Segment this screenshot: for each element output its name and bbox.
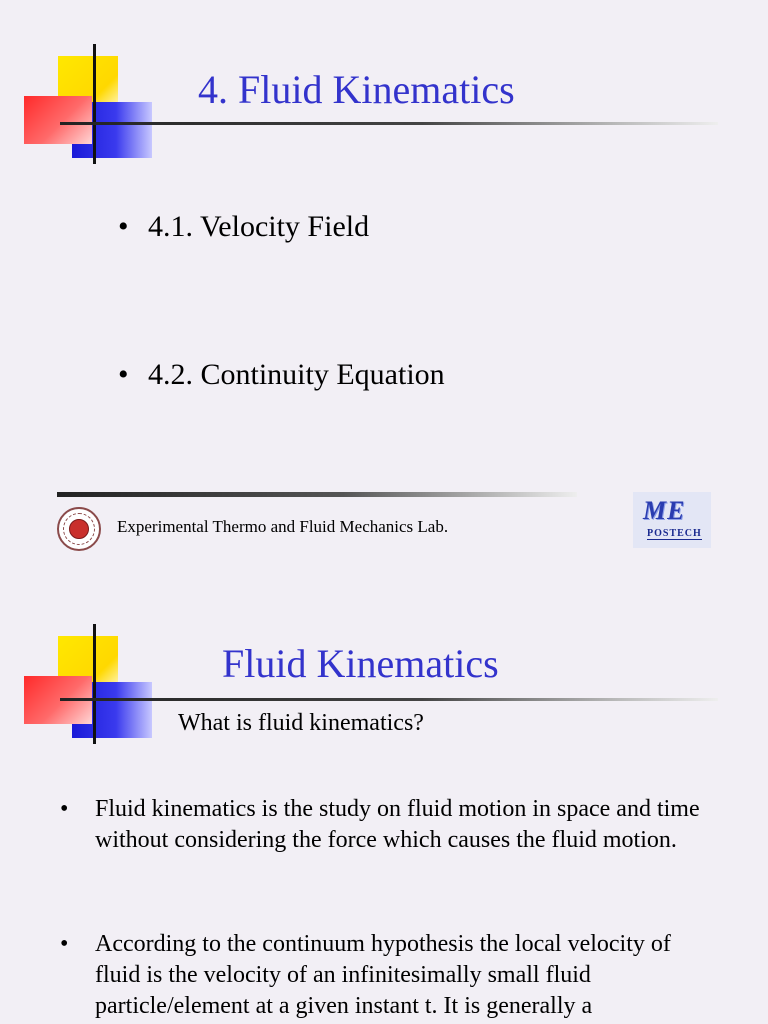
list-item-label: 4.2. Continuity Equation: [148, 358, 445, 391]
decoration-vertical-line: [93, 624, 96, 744]
title-rule: [60, 698, 718, 701]
logo-text: ME: [643, 496, 686, 525]
list-item: [118, 210, 369, 244]
list-item-label: 4.1. Velocity Field: [148, 210, 370, 243]
me-postech-logo: [633, 492, 711, 548]
paragraph-text: Fluid kinematics is the study on fluid motion in space and time without considering the force which causes the fluid motion.: [95, 796, 700, 853]
bullet-symbol: •: [118, 358, 129, 391]
footer-rule: [57, 492, 577, 497]
decoration-red-square: [24, 96, 92, 144]
title-rule: [60, 122, 718, 125]
list-item: [60, 929, 710, 1022]
slide-decoration: [22, 620, 162, 750]
list-item: [60, 794, 710, 856]
slide-decoration: [22, 40, 162, 170]
paragraph-text: According to the continuum hypothesis the local velocity of fluid is the velocity of an infinitesimally small fluid particle/element at a given instant t. It is generally a: [95, 931, 671, 1019]
bullet-symbol: •: [60, 931, 69, 957]
decoration-vertical-line: [93, 44, 96, 164]
slide-title: 4. Fluid Kinematics: [198, 67, 515, 112]
lab-name: Experimental Thermo and Fluid Mechanics Lab.: [117, 517, 449, 536]
logo-subtext: POSTECH: [647, 528, 702, 539]
university-seal-icon: [57, 507, 101, 551]
slide-subtitle: What is fluid kinematics?: [178, 710, 424, 736]
slide-title: Fluid Kinematics: [222, 641, 499, 686]
slide-2: [0, 580, 768, 1024]
bullet-symbol: •: [118, 210, 129, 243]
bullet-symbol: •: [60, 796, 69, 822]
list-item: [118, 358, 445, 392]
